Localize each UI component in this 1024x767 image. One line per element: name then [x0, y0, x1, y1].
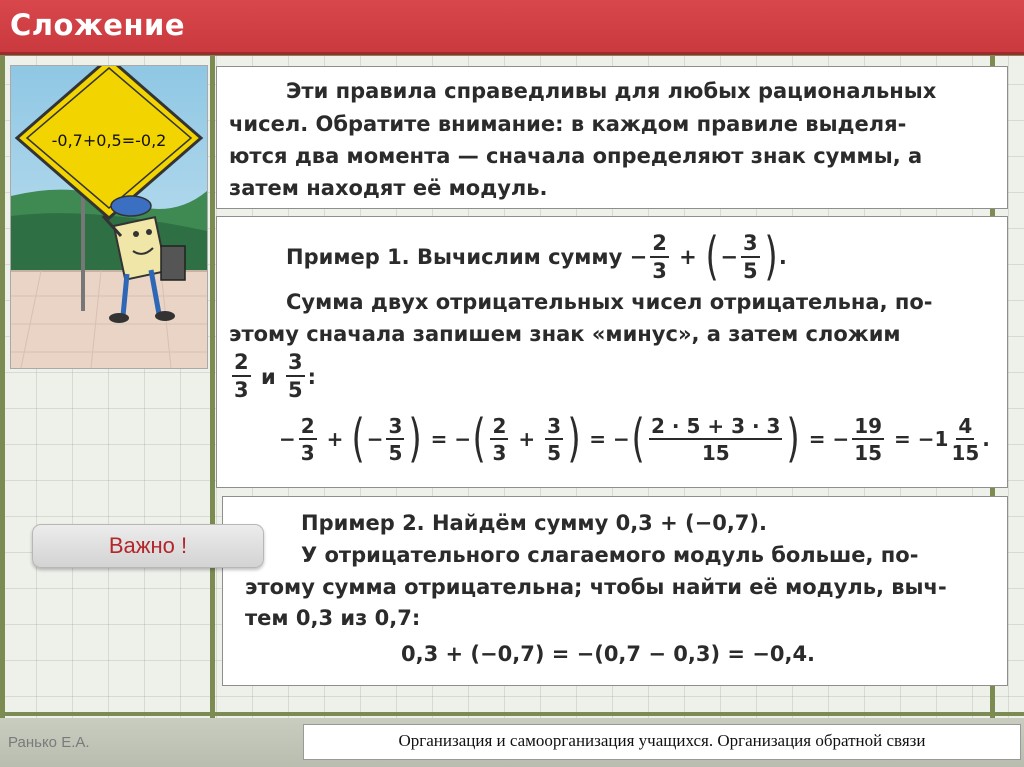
example1-heading-line: Пример 1. Вычислим сумму − $\frac{2}{3}$ + ( − $\frac{3}{5}$ ) . [286, 227, 787, 287]
fraction: $\frac{3}{5}$ [388, 413, 403, 465]
sign-formula: -0,7+0,5=-0,2 [51, 131, 167, 150]
intro-box [216, 66, 1008, 209]
frame-left [0, 52, 5, 718]
fraction: $\frac{4}{15}$ [951, 413, 980, 465]
illustration-svg [11, 66, 207, 368]
fraction: $\frac{3}{5}$ [547, 413, 561, 465]
example1-line-3: $\frac{2}{3}$ и $\frac{3}{5}$ : [234, 350, 316, 402]
intro-line-1: Эти правила справедливы для любых рациональных [286, 79, 937, 103]
important-button-label: Важно ! [108, 533, 188, 558]
example2-heading-line [301, 511, 767, 535]
example2-line-1: У отрицательного слагаемого модуль больше, по- [301, 543, 919, 567]
fraction: $\frac{2}{3}$ [492, 413, 507, 465]
example2-line-2: этому сумма отрицательна; чтобы найти её модуль, выч- [245, 575, 947, 599]
fraction: $\frac{19}{15}$ [854, 413, 883, 465]
fraction: $\frac{3}{5}$ [742, 230, 758, 283]
intro-line-3: ются два момента — сначала определяют знак суммы, а [229, 144, 923, 168]
example1-heading-text: Вычислим сумму [416, 245, 623, 269]
illustration [10, 65, 208, 369]
footer-caption: Организация и самоорганизация учащихся. Организация обратной связи [398, 731, 926, 750]
example1-box [216, 216, 1008, 488]
intro-line-4: затем находят её модуль. [229, 176, 548, 200]
example1-formula: − $\frac{2}{3}$ + ( − $\frac{3}{5}$ ) = − ( $\frac{2}{3}$ + $\frac{3}{5}$ ) = − ( $\frac{2 \cdot 5 + 3 \cdot 3}{15}$ ) = − $\frac{19}{15}$ = − 1 $\frac{4}{15}$ . [279, 409, 990, 469]
example2-formula: 0,3 + (−0,7) = −(0,7 − 0,3) = −0,4. [401, 642, 816, 666]
fraction: $\frac{2}{3}$ [300, 413, 315, 465]
example1-line-2: этому сначала запишем знак «минус», а затем сложим [229, 322, 901, 346]
example1-line-1: Сумма двух отрицательных чисел отрицательна, по- [286, 290, 933, 314]
frame-bottom [0, 712, 1024, 716]
title-bar [0, 0, 1024, 55]
important-button[interactable] [32, 524, 264, 568]
example2-line-3: тем 0,3 из 0,7: [245, 606, 421, 630]
page-title: Сложение [10, 8, 185, 42]
fraction: $\frac{2 \cdot 5 + 3 \cdot 3}{15}$ [651, 413, 781, 465]
footer-caption-box [303, 724, 1021, 760]
frame-mid [210, 52, 215, 718]
intro-line-2: чисел. Обратите внимание: в каждом правиле выделя- [229, 112, 907, 136]
example2-heading-text: Найдём сумму 0,3 + (−0,7). [431, 511, 767, 535]
author-label: Ранько Е.А. [8, 734, 90, 751]
example2-heading: Пример 2. [301, 511, 425, 535]
fraction: $\frac{2}{3}$ [234, 350, 249, 402]
example1-heading: Пример 1. [286, 245, 410, 269]
fraction: $\frac{3}{5}$ [287, 350, 303, 402]
fraction: $\frac{2}{3}$ [652, 230, 667, 283]
example2-box [222, 496, 1008, 686]
